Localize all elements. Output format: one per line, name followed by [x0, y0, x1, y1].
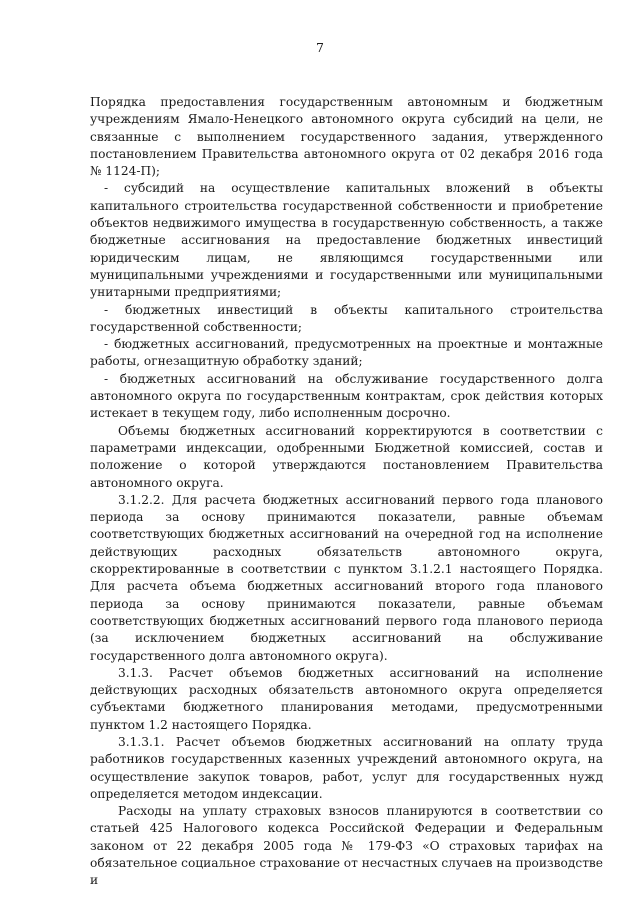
paragraph-continuation: Порядка предоставления государственным автономным и бюджетным учреждениям Ямало-Ненецкого автономного округа субсидий на цели, не связанные с выполнением государственного задания, утвержденного постановлением Правительства автономного округа от 02 декабря 2016 года № 1124-П);: [90, 95, 603, 179]
paragraph-3-1-3: 3.1.3. Расчет объемов бюджетных ассигнований на исполнение действующих расходных обязательств автономного округа определяется субъектами бюджетного планирования методами, предусмотренными пунктом 1.2 настоящего Порядка.: [90, 665, 603, 732]
list-item-capital-subsidies: - субсидий на осуществление капитальных вложений в объекты капитального строительства государственной собственности и приобретение объектов недвижимого имущества в государственную собственность, а также бюджетные ассигнования на предоставление бюджетных инвестиций юридическим лицам, не являющимся государственными или муниципальными учреждениями и государственными или муниципальными унитарными предприятиями;: [90, 181, 603, 300]
paragraph-indexation: Объемы бюджетных ассигнований корректируются в соответствии с параметрами индексации, одобренными Бюджетной комиссией, состав и положение о которой утверждаются постановлением Правительства автономного округа.: [90, 423, 603, 490]
paragraph-3-1-3-1: 3.1.3.1. Расчет объемов бюджетных ассигнований на оплату труда работников государственных казенных учреждений автономного округа, на осуществление закупок товаров, работ, услуг для государственных нужд определяется методом индексации.: [90, 734, 603, 801]
paragraph-insurance: Расходы на уплату страховых взносов планируются в соответствии со статьей 425 Налогового кодекса Российской Федерации и Федеральным законом от 22 декабря 2005 года № 179-ФЗ «О страховых тарифах на обязательное социальное страхование от несчастных случаев на производстве и: [90, 804, 604, 888]
body-text: [90, 94, 603, 890]
list-item-design-works: - бюджетных ассигнований, предусмотренных на проектные и монтажные работы, огнезащитную обработку зданий;: [90, 337, 603, 369]
page-number: 7: [316, 40, 324, 55]
paragraph-3-1-2-2: 3.1.2.2. Для расчета бюджетных ассигнований первого года планового периода за основу принимаются показатели, равные объемам соответствующих бюджетных ассигнований на очередной год на исполнение действующих расходных обязательств автономного округа, скорректированные в соответствии с пунктом 3.1.2.1 настоящего Порядка. Для расчета объема бюджетных ассигнований второго года планового периода за основу принимаются показатели, равные объемам соответствующих бюджетных ассигнований первого года планового периода (за исключением бюджетных ассигнований на обслуживание государственного долга автономного округа).: [90, 492, 603, 663]
list-item-debt-service: - бюджетных ассигнований на обслуживание государственного долга автономного округа по государственным контрактам, срок действия которых истекает в текущем году, либо исполненным досрочно.: [90, 371, 603, 421]
list-item-budget-investments: - бюджетных инвестиций в объекты капитального строительства государственной собственности;: [90, 302, 603, 334]
